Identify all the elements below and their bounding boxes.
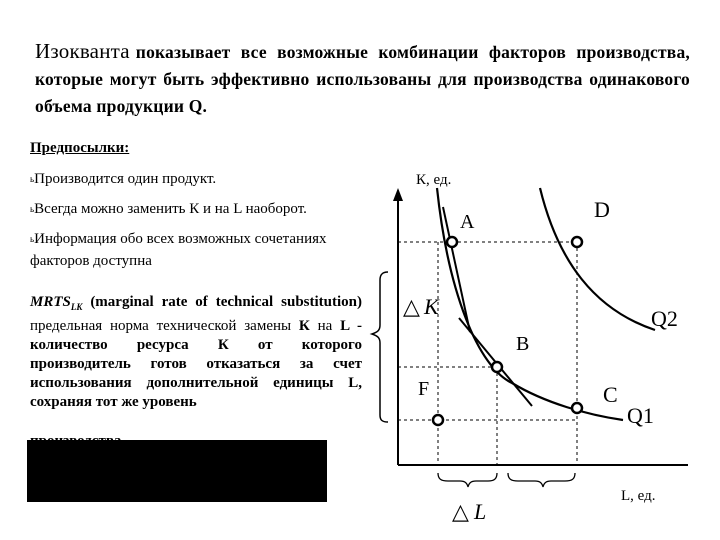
x-axis-label: L, ед. (621, 488, 656, 504)
point-f (433, 415, 443, 425)
brace-second (508, 473, 575, 487)
delta-k-triangle-icon: △ (403, 294, 420, 319)
label-b: B (516, 333, 530, 355)
premises-heading: Предпосылки: (30, 140, 130, 156)
mrts-def-part1: предельная норма технической замены (30, 318, 292, 334)
bullet-mark-icon: ь (30, 174, 35, 184)
point-b (492, 362, 502, 372)
mrts-def-on: на (317, 318, 333, 334)
bullet-mark-icon: ь (30, 204, 35, 214)
label-c: C (603, 382, 618, 407)
premise-text-2: Всегда можно заменить К и на L наоборот. (34, 201, 307, 217)
bracket-left (372, 272, 388, 422)
mrts-def-part2: L - количество ресурса К от которого производитель готов отказаться за счет использования дополнительной единицы L, сохраняя тот же уровень (30, 318, 363, 410)
label-f: F (418, 378, 430, 400)
bullet-mark-icon: ь (30, 234, 35, 244)
y-axis-label: К, ед. (416, 172, 452, 188)
mrts-def-k: К (298, 318, 310, 334)
point-d (572, 237, 582, 247)
mrts-term-sub: LK (70, 302, 83, 312)
intro-text: показывает все возможные комбинации факторов производства, которые могут быть эффективно использованы для производства одинакового объема продукции Q. (35, 42, 690, 116)
delta-k-label: K (424, 294, 439, 319)
mrts-term-main: MRTS (30, 294, 71, 310)
label-q1: Q1 (627, 403, 654, 428)
label-d: D (594, 197, 610, 222)
label-a: A (460, 211, 475, 233)
delta-l-label: L (474, 499, 487, 524)
point-a (447, 237, 457, 247)
intro-lead-word: Изокванта (35, 39, 130, 63)
premise-text-3: Информация обо всех возможных сочетаниях факторов доступна (30, 231, 327, 269)
label-q2: Q2 (651, 306, 678, 331)
brace-delta-l (438, 473, 497, 487)
mrts-english: (marginal rate of technical substitution) (90, 294, 363, 310)
y-axis-arrow-icon (393, 188, 403, 201)
premise-text-1: Производится один продукт. (34, 171, 217, 187)
delta-l-triangle-icon: △ (452, 499, 469, 524)
point-c (572, 403, 582, 413)
